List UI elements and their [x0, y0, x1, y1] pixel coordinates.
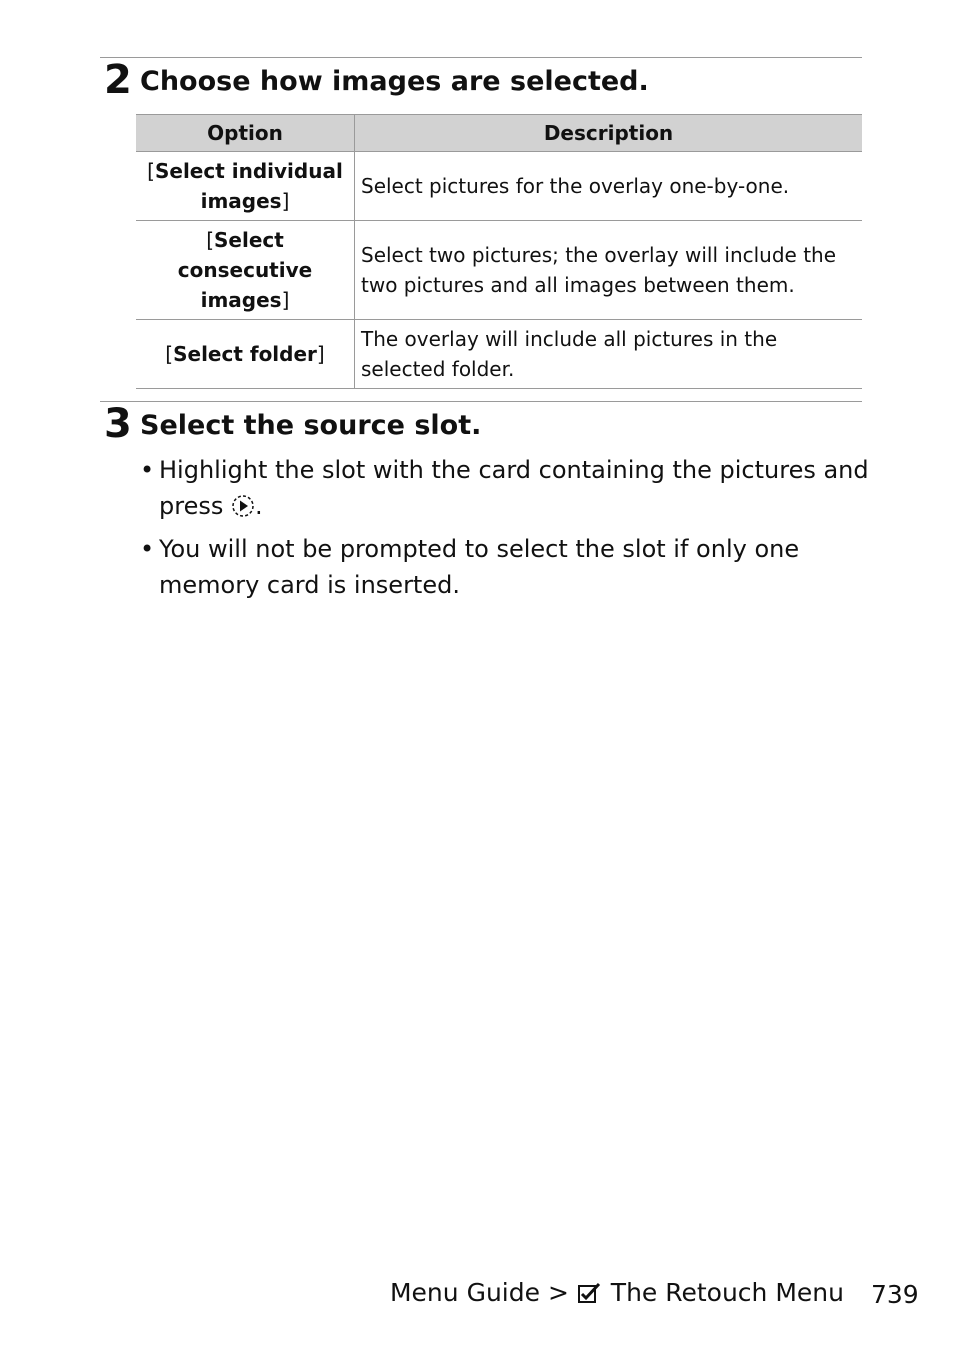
header-option: Option	[136, 115, 355, 152]
description-cell: Select pictures for the overlay one-by-one.	[355, 152, 863, 221]
step-3-header	[100, 401, 862, 452]
step-number: 3	[104, 401, 132, 447]
bullet-text-end: .	[254, 492, 263, 520]
list-item	[140, 531, 870, 603]
page-number: 739	[871, 1280, 919, 1309]
bracket-open: [	[165, 342, 174, 366]
option-name: Select folder	[173, 342, 317, 366]
bullet-text: You will not be prompted to select the slot if only one memory card is inserted.	[159, 535, 800, 599]
footer-breadcrumb	[390, 1276, 844, 1314]
header-description: Description	[355, 115, 863, 152]
list-item	[140, 452, 870, 528]
table-header-row	[136, 115, 862, 152]
table-row	[136, 221, 862, 320]
table-row	[136, 152, 862, 221]
retouch-menu-icon	[577, 1280, 603, 1314]
step-number: 2	[104, 57, 132, 103]
bracket-open: [	[206, 228, 214, 252]
bracket-close: ]	[281, 189, 290, 213]
footer-separator: >	[547, 1278, 569, 1307]
description-cell: The overlay will include all pictures in the selected folder.	[355, 320, 863, 389]
bullet-marker: •	[140, 456, 155, 484]
footer-section: Menu Guide	[389, 1278, 540, 1307]
option-cell	[136, 320, 355, 389]
table-row	[136, 320, 862, 389]
step-2-header	[100, 57, 862, 108]
option-name: Select consecutive images	[177, 228, 313, 312]
bullet-text: Highlight the slot with the card containing the pictures and press	[159, 456, 869, 520]
option-cell	[136, 152, 355, 221]
option-cell	[136, 221, 355, 320]
description-cell: Select two pictures; the overlay will include the two pictures and all images between them.	[355, 221, 863, 320]
step-title: Select the source slot.	[140, 410, 482, 441]
bullet-marker: •	[140, 535, 155, 563]
multi-selector-right-icon	[231, 492, 255, 528]
bracket-close: ]	[316, 342, 325, 366]
option-name: Select individual images	[154, 159, 343, 213]
bracket-close: ]	[281, 288, 290, 312]
footer-menu-name: The Retouch Menu	[610, 1278, 844, 1307]
step-title: Choose how images are selected.	[140, 66, 649, 97]
bracket-open: [	[147, 159, 155, 183]
options-table	[136, 114, 862, 389]
step-3-bullets	[140, 452, 870, 606]
